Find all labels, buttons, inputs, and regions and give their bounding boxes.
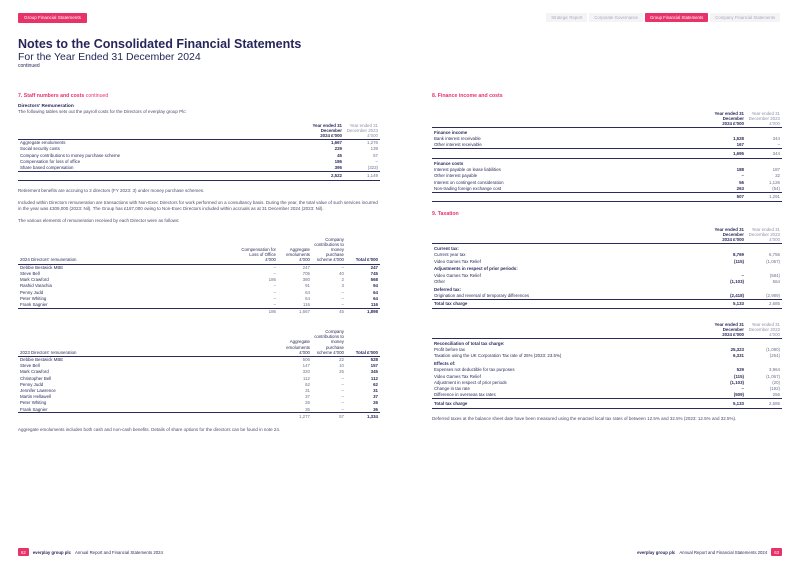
rem2024-value: 116 <box>303 301 310 307</box>
rem2023-value: 112 <box>370 375 378 381</box>
section-nav <box>544 13 780 22</box>
deferred-tax-note: Deferred taxes at the balance sheet date have been measured using the enacted local tax rates of between 12.5% and 32.5% (2023: 12.5% and 32.5%). <box>432 415 737 421</box>
rem2023-name: Jennifer Lawrence <box>20 387 56 393</box>
payroll-total-2023: 1,149 <box>344 171 380 181</box>
deferred-tax-title: Deferred tax: <box>434 286 462 292</box>
continued-label: continued <box>18 63 40 70</box>
rem2024-value: 705 <box>302 271 310 277</box>
finance-income-label: Other interest receivable <box>434 142 482 148</box>
payroll-value-2024: 1,667 <box>331 140 342 146</box>
rem2023-value: 62 <box>305 381 310 387</box>
footer-text-left: Annual Report and Financial Statements 2024 <box>75 549 163 555</box>
adjustment-value-2023: 564 <box>772 278 780 284</box>
adjustment-label: Video Games Tax Relief <box>434 272 481 278</box>
effect-value-2024: (509) <box>733 392 744 398</box>
recon-col-2024: Year ended 31 December 2024 £'000 <box>710 321 746 338</box>
rem2024-name: Rashid Varachia <box>20 283 52 289</box>
finance-costs-value-2024: 56 <box>739 179 744 185</box>
effect-value-2024: (1,103) <box>730 379 744 385</box>
sub-heading: Directors' Remuneration <box>18 103 74 109</box>
rem2024-name: Penny Judd <box>20 289 44 295</box>
finance-income-value-2023: – <box>777 142 780 148</box>
payroll-row <box>18 139 380 146</box>
retirement-text: Retirement benefits are accruing to 2 directors (FY 2023: 3) under money purchase schemes. <box>18 188 205 194</box>
finance-costs-label: Other interest payable <box>434 173 478 179</box>
col-header-2024: Year ended 31 December 2024 £'000 <box>308 122 344 139</box>
rem2023-value: 25 <box>339 369 344 375</box>
payroll-value-2024: 186 <box>334 158 342 164</box>
deferred-tax-value-2024: (2,418) <box>730 292 744 298</box>
rem2023-value: 345 <box>370 369 378 375</box>
current-tax-label: Video Games Tax Relief <box>434 258 481 264</box>
finance-income-value-2023: 344 <box>772 136 780 142</box>
rem2023-header: Aggregate emoluments £'000 <box>278 329 312 356</box>
footer-right <box>637 548 782 556</box>
tax-table <box>432 227 782 310</box>
rem2023-value: 320 <box>302 369 310 375</box>
rem2023-value: 31 <box>305 387 310 393</box>
rem2024-total: 186 <box>238 308 278 315</box>
payroll-label: Share based compensation <box>20 164 74 170</box>
tax-section-title: 9. Taxation <box>432 211 459 218</box>
finance-income-total-2024: 1,695 <box>710 149 746 159</box>
effect-value-2023: (20) <box>772 379 780 385</box>
effect-label: Video Games Tax Relief <box>434 373 481 379</box>
payroll-label: Compensation for loss of office <box>20 158 81 164</box>
rem2024-value: 91 <box>305 283 310 289</box>
rem2023-name: Martin Hellawell <box>20 394 51 400</box>
rem2024-value: – <box>341 301 344 307</box>
page-number-left: 62 <box>18 548 29 556</box>
rem2023-total: 1,334 <box>346 413 380 420</box>
effect-value-2024: 529 <box>736 367 744 373</box>
finance-costs-value-2023: 187 <box>772 167 780 173</box>
payroll-value-2024: 229 <box>334 146 342 152</box>
rem2023-value: 22 <box>339 357 344 363</box>
rem2023-value: – <box>341 381 344 387</box>
rem2024-value: 247 <box>370 264 378 270</box>
emoluments-note: Aggregate emoluments includes both cash and non-cash benefits. Details of share options for the directors can be found in note 24. <box>18 426 281 432</box>
rem2024-total: 1,898 <box>346 308 380 315</box>
finance-income-value-2024: 167 <box>736 142 744 148</box>
adjustment-label: Other <box>434 278 445 284</box>
rem2023-value: 26 <box>305 400 310 406</box>
rem2023-value: 147 <box>302 363 310 369</box>
section-tag: Group Financial Statements <box>18 13 87 23</box>
rem2023-value: 62 <box>373 381 378 387</box>
rem2023-name: Mark Crawford <box>20 369 49 375</box>
finance-income-value-2024: 1,528 <box>733 136 744 142</box>
rem2023-header: Total £'000 <box>346 329 380 356</box>
rem2023-value: 506 <box>302 357 310 363</box>
rem2024-value: 3 <box>341 283 344 289</box>
col-header-2023: Year ended 31 December 2023 £'000 <box>344 122 380 139</box>
reconciliation-table <box>432 321 782 408</box>
finance-costs-label: Non-trading foreign exchange cost <box>434 185 502 191</box>
section-title: 7. Staff numbers and costs <box>18 93 85 99</box>
footer-left <box>18 548 163 556</box>
effect-value-2024: – <box>741 385 744 391</box>
rem2023-value: 10 <box>339 363 344 369</box>
rem2023-total <box>18 413 278 420</box>
footer-brand-right: everplay group plc <box>637 549 676 555</box>
deferred-tax-row <box>432 293 782 300</box>
rem2024-name: Frank Sagnier <box>20 301 48 307</box>
recon-value-2023: (254) <box>769 353 780 359</box>
rem2023-value: 528 <box>370 357 378 363</box>
rem2024-value: – <box>273 289 276 295</box>
rem2023-value: 112 <box>303 375 310 381</box>
rem2023-name: Frank Sagnier <box>20 406 48 412</box>
payroll-row <box>18 165 380 172</box>
effect-label: Change in tax rate <box>434 385 470 391</box>
rem2024-header: Total £'000 <box>346 237 380 264</box>
rem2023-name: Peter Whiting <box>20 400 47 406</box>
rem2024-name: Debbie Bestwick MBE <box>20 264 64 270</box>
tax-col-2023: Year ended 31 December 2023 £'000 <box>746 227 782 244</box>
rem2023-row <box>18 356 380 363</box>
effect-label: Adjustment in respect of prior periods <box>434 379 507 385</box>
payroll-value-2023: 57 <box>373 152 378 158</box>
finance-table <box>432 111 782 203</box>
effect-value-2023: (192) <box>769 385 780 391</box>
rem2024-total: 1,667 <box>278 308 312 315</box>
rem2023-row <box>18 406 380 413</box>
elements-text: The various elements of remuneration received by each Director were as follows: <box>18 218 180 224</box>
page-heading <box>18 38 518 70</box>
current-tax-value-2023: 6,756 <box>769 252 780 258</box>
deferred-tax-value-2023: (2,989) <box>766 292 780 298</box>
rem2024-value: 64 <box>305 289 310 295</box>
rem2023-value: – <box>341 387 344 393</box>
finance-income-total-2023: 344 <box>746 149 782 159</box>
tax-total-label: Total tax charge <box>432 299 710 309</box>
rem2023-name: Penny Judd <box>20 381 44 387</box>
rem2023-name: Christopher Bell <box>20 375 52 381</box>
finance-col-2023: Year ended 31 December 2023 £'000 <box>746 111 782 128</box>
payroll-label: Aggregate emoluments <box>20 140 66 146</box>
rem2024-value: 64 <box>373 295 378 301</box>
payroll-label: Social security costs <box>20 146 60 152</box>
rem2024-value: – <box>273 295 276 301</box>
finance-income-label: Bank interest receivable <box>434 136 481 142</box>
finance-income-title: Finance income <box>434 130 468 136</box>
rem2024-value: 568 <box>370 277 378 283</box>
nav-company-financial-statements[interactable]: Company Financial Statements <box>710 13 780 22</box>
finance-col-2024: Year ended 31 December 2024 £'000 <box>710 111 746 128</box>
current-tax-value-2023: (1,067) <box>766 258 780 264</box>
left-column <box>18 93 380 432</box>
payroll-value-2023: – <box>375 158 378 164</box>
rem2023-name: Steve Bell <box>20 363 40 369</box>
rem2024-header: Aggregate emoluments £'000 <box>278 237 312 264</box>
finance-costs-value-2024: 263 <box>736 185 744 191</box>
current-tax-label: Current year tax <box>434 252 466 258</box>
effect-row <box>432 392 782 399</box>
finance-costs-value-2023: 32 <box>775 173 780 179</box>
effect-label: Expenses not deductible for tax purposes <box>434 367 515 373</box>
nav-strategic-report[interactable]: Strategic Report <box>546 13 587 22</box>
rem2024-value: 745 <box>370 271 378 277</box>
adjustment-value-2024: (1,103) <box>730 278 744 284</box>
rem2024-name: Peter Whiting <box>20 295 47 301</box>
effect-label: Difference in overseas tax rates <box>434 392 496 398</box>
adjustment-value-2023: (584) <box>769 272 780 278</box>
recon-value-2024: 25,323 <box>730 347 744 353</box>
finance-costs-label: Interest on contingent consideration <box>434 179 504 185</box>
rem2023-value: 36 <box>305 406 310 412</box>
rem2024-header: Company contributions to money purchase scheme £'000 <box>312 237 346 264</box>
rem2024-row <box>18 264 380 271</box>
rem2024-row <box>18 302 380 309</box>
payroll-label: Company contributions to money purchase scheme <box>20 152 121 158</box>
payroll-value-2024: 395 <box>334 164 342 170</box>
rem2024-value: 64 <box>305 295 310 301</box>
intro-text: The following tables sets out the payroll costs for the Directors of everplay group Plc: <box>18 109 187 115</box>
tax-total-2024: 5,133 <box>710 299 746 309</box>
rem2023-total: 57 <box>312 413 346 420</box>
rem2023-value: 37 <box>305 394 310 400</box>
right-column <box>432 93 782 421</box>
rem2024-name: Steve Bell <box>20 271 40 277</box>
rem2023-value: 26 <box>373 400 378 406</box>
rem2024-value: 186 <box>268 277 276 283</box>
page-subtitle: For the Year Ended 31 December 2024 <box>18 50 201 63</box>
finance-costs-row <box>432 185 782 192</box>
rem2024-value: – <box>341 289 344 295</box>
rem2024-value: 64 <box>373 289 378 295</box>
finance-section-title: 8. Finance income and costs <box>432 93 503 99</box>
finance-costs-value-2023: 1,126 <box>769 179 780 185</box>
nav-group-financial-statements[interactable]: Group Financial Statements <box>645 13 708 22</box>
effect-value-2024: (115) <box>733 373 744 379</box>
current-tax-value-2024: (115) <box>733 258 744 264</box>
rem2023-total: 1,277 <box>278 413 312 420</box>
finance-costs-value-2024: – <box>741 173 744 179</box>
finance-costs-value-2024: 188 <box>736 167 744 173</box>
remuneration-2024-table <box>18 237 380 315</box>
rem2023-value: – <box>341 406 344 412</box>
rem2023-value: – <box>341 394 344 400</box>
finance-costs-value-2023: (54) <box>772 185 780 191</box>
effect-value-2023: 3,964 <box>769 367 780 373</box>
rem2024-value: 116 <box>370 301 378 307</box>
footer-text-right: Annual Report and Financial Statements 2024 <box>679 549 768 555</box>
payroll-total-2024: 2,522 <box>308 171 344 181</box>
effect-value-2023: 256 <box>772 392 780 398</box>
rem2024-value: 2 <box>341 277 344 283</box>
remuneration-2023-table <box>18 329 380 420</box>
finance-costs-label: Interest payable on lease liabilities <box>434 167 501 173</box>
rem2024-value: 247 <box>302 264 310 270</box>
recon-title: Reconciliation of total tax charge: <box>434 340 505 346</box>
page-number-right: 63 <box>771 548 782 556</box>
rem2023-value: – <box>341 375 344 381</box>
current-tax-title: Current tax: <box>434 246 459 252</box>
recon-total-2023: 2,685 <box>746 398 782 408</box>
rem2023-name: Debbie Bestwick MBE <box>20 357 64 363</box>
nav-corporate-governance[interactable]: Corporate Governance <box>589 13 643 22</box>
rem2023-value: 36 <box>373 406 378 412</box>
rem2024-value: – <box>341 295 344 301</box>
recon-total-2024: 5,133 <box>710 398 746 408</box>
footer-brand-left: everplay group plc <box>32 549 71 555</box>
nonexec-text: Included within Directors remuneration are transactions with Non-Exec Directors for work performed on a consultancy basis. During the year, the total value of such services incurred in the year was £309,000 (2023: Nil). The Group has £187,000 owing to Non-Exec Directors included within accruals as at 31 December 2024 (2023: Nil). <box>18 200 378 212</box>
tax-col-2024: Year ended 31 December 2024 £'000 <box>710 227 746 244</box>
finance-income-row <box>432 142 782 149</box>
rem2024-value: – <box>273 264 276 270</box>
current-tax-value-2024: 8,769 <box>733 252 744 258</box>
rem2024-total: 45 <box>312 308 346 315</box>
rem2023-value: 37 <box>373 394 378 400</box>
section-continued: continued <box>85 93 109 99</box>
recon-value-2023: (1,080) <box>766 347 780 353</box>
page-title: Notes to the Consolidated Financial Statements <box>18 37 302 51</box>
rem2024-value: 40 <box>339 271 344 277</box>
rem2024-value: – <box>273 271 276 277</box>
rem2024-total <box>18 308 238 315</box>
effect-value-2023: (1,067) <box>766 373 780 379</box>
recon-label: Profit before tax <box>434 347 465 353</box>
rem2024-value: – <box>273 283 276 289</box>
recon-col-2023: Year ended 31 December 2023 £'000 <box>746 321 782 338</box>
rem2024-value: – <box>273 301 276 307</box>
finance-costs-total-2024: 507 <box>710 192 746 202</box>
payroll-value-2023: 1,276 <box>367 140 378 146</box>
rem2024-value: 380 <box>302 277 310 283</box>
finance-costs-total-2023: 1,291 <box>746 192 782 202</box>
payroll-value-2024: 45 <box>337 152 342 158</box>
payroll-value-2023: (323) <box>367 164 378 170</box>
adjustments-title: Adjustments in respect of prior periods: <box>434 266 518 272</box>
rem2024-header: Compensation for Loss of Office £'000 <box>238 237 278 264</box>
deferred-tax-label: Origination and reversal of temporary differences <box>434 292 530 298</box>
tax-total-2023: 2,685 <box>746 299 782 309</box>
effects-title: Effects of: <box>434 361 456 367</box>
recon-label: Taxation using the UK Corporation Tax rate of 25% (2023: 23.5%) <box>434 353 562 359</box>
rem2024-name: Mark Crawford <box>20 277 49 283</box>
recon-total-label: Total tax charge <box>432 398 710 408</box>
rem2023-value: – <box>341 400 344 406</box>
finance-costs-title: Finance costs <box>434 160 464 166</box>
payroll-value-2023: 139 <box>370 146 378 152</box>
adjustment-value-2024: – <box>741 272 744 278</box>
rem2024-value: 94 <box>373 283 378 289</box>
rem2023-value: 31 <box>373 387 378 393</box>
rem2023-value: 157 <box>370 363 378 369</box>
rem2024-header: 2024 Directors' remuneration <box>18 237 238 264</box>
rem2024-value: – <box>341 264 344 270</box>
recon-value-2024: 6,331 <box>733 353 744 359</box>
payroll-table <box>18 122 380 181</box>
section-heading <box>18 93 380 100</box>
rem2023-header: Company contributions to money purchase scheme £'000 <box>312 329 346 356</box>
rem2023-header: 2023 Directors' remuneration <box>18 329 278 356</box>
